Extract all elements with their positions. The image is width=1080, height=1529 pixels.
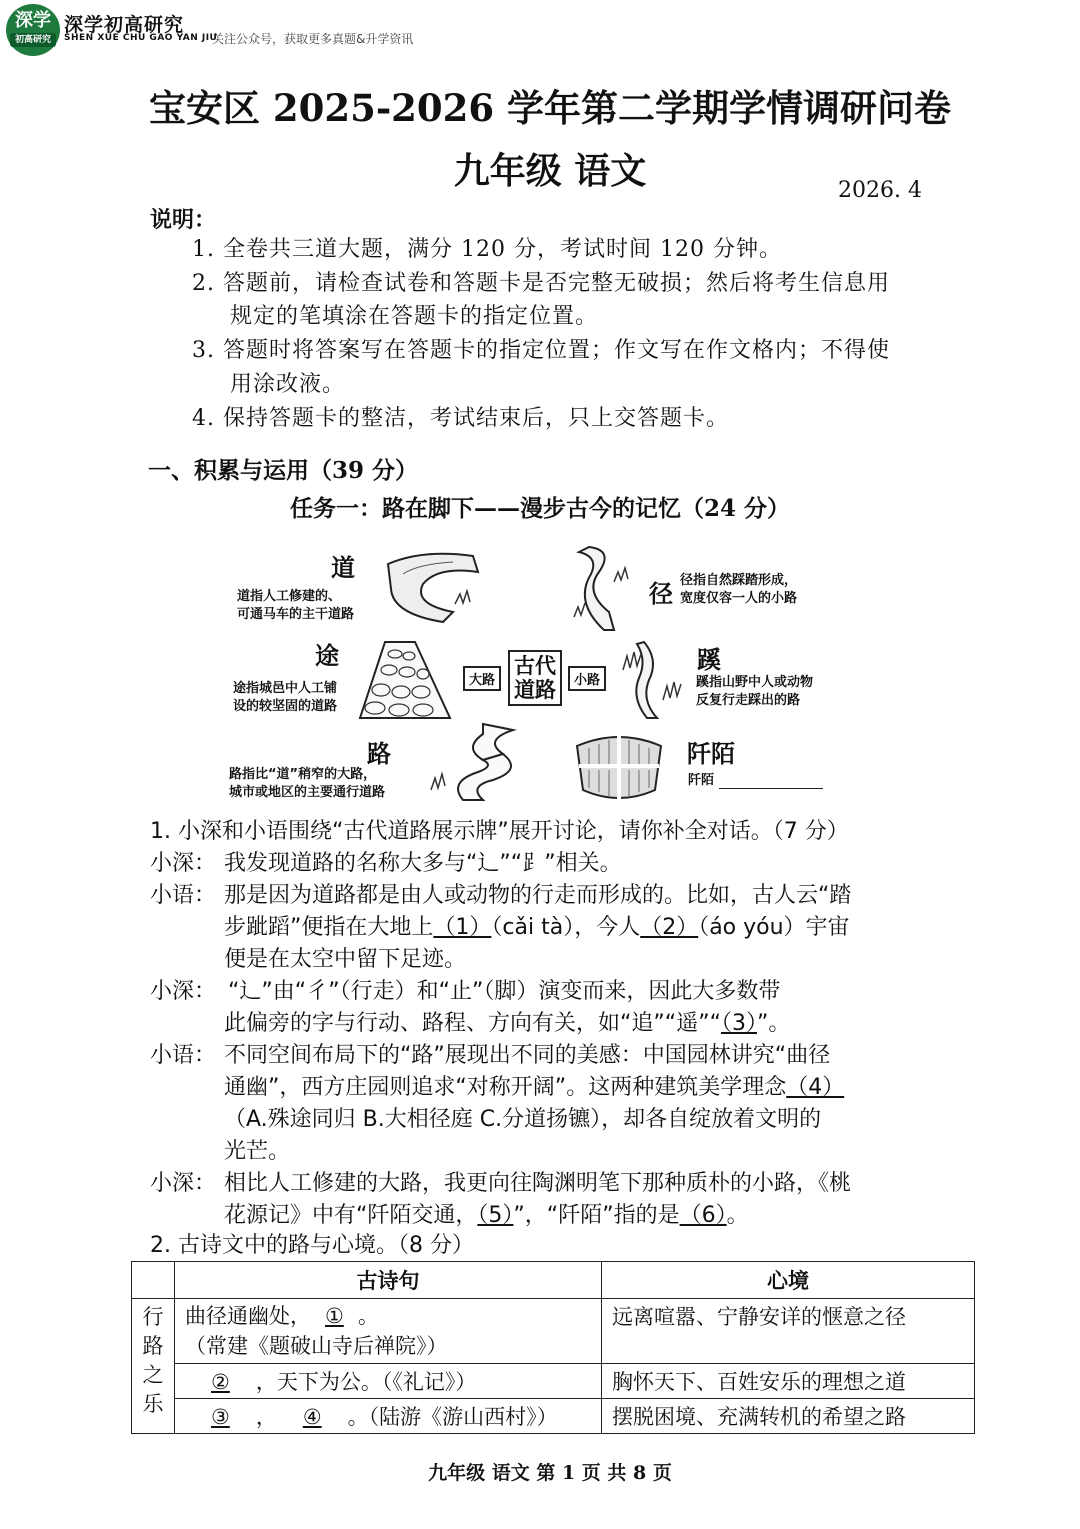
q1-speaker-5: 小深： (150, 1171, 217, 1196)
jing-desc-2: 宽度仅容一人的小路 (680, 591, 798, 606)
lu-desc-2: 城市或地区的主要通行道路 (229, 785, 386, 800)
q1-line-2b-mid: （cǎi tà），今人 (491, 915, 641, 940)
poem-line-1 (175, 1299, 602, 1364)
mood-2: 胸怀天下、百姓安乐的理想之道 (602, 1364, 975, 1399)
poem-2-text: ，天下为公。（《礼记》） (255, 1370, 477, 1394)
poem-line-3 (175, 1399, 602, 1434)
q1-line-5b (224, 1200, 749, 1231)
col-mood-header: 心境 (602, 1262, 975, 1299)
q1-line-4c: （A.殊途同归 B.大相径庭 C.分道扬镳），却各自绽放着文明的 (224, 1107, 822, 1132)
table-row (132, 1364, 975, 1399)
q1-line-4d: 光芒。 (224, 1139, 291, 1164)
q1-line-5b-end: 。 (726, 1203, 749, 1228)
logo-top-text: 深学 (15, 10, 51, 31)
logo-bottom-text: 初高研究 (10, 33, 56, 47)
instructions-heading: 说明： (150, 207, 217, 233)
q1-line-5b-mid: ”，“阡陌”指的是 (513, 1203, 680, 1228)
blank-4: （4） (786, 1075, 845, 1100)
page-title: 宝安区 2025-2026 学年第二学期学情调研问卷 (148, 86, 952, 130)
q1-speaker-2: 小语： (150, 883, 217, 908)
brand-name: 深学初高研究 (64, 14, 185, 36)
instruction-2: 2. 答题前，请检查试卷和答题卡是否完整无破损；然后将考生信息用 (192, 271, 890, 296)
row-group-char-2: 路 (142, 1334, 164, 1358)
q1-speaker-4: 小语： (150, 1043, 217, 1068)
blank-1: （1） (433, 915, 492, 940)
poem-line-2 (175, 1364, 602, 1399)
xi-desc-2: 反复行走踩出的路 (696, 693, 801, 708)
instruction-4: 4. 保持答题卡的整洁，考试结束后，只上交答题卡。 (192, 406, 729, 431)
blank-circle-4: ④ (302, 1405, 322, 1429)
big-road-label: 大路 (463, 666, 501, 691)
q1-speaker-1: 小深： (150, 851, 217, 876)
mood-1: 远离喧嚣、宁静安详的惬意之径 (602, 1299, 975, 1364)
task-heading: 任务一：路在脚下——漫步古今的记忆（24 分） (290, 495, 791, 522)
page-footer: 九年级 语文 第 1 页 共 8 页 (428, 1462, 672, 1484)
poem-3-text: 。（陆游《游山西村》） (347, 1405, 558, 1429)
blank-3: （3） (721, 1011, 757, 1036)
qianmo-field-icon (571, 726, 667, 804)
blank-circle-2: ② (211, 1370, 230, 1394)
jing-char: 径 (649, 579, 673, 608)
instruction-2-cont: 规定的笔填涂在答题卡的指定位置。 (230, 304, 599, 329)
lu-desc-1: 路指比“道”稍窄的大路， (229, 767, 377, 782)
poem-table (131, 1261, 975, 1434)
blank-2: （2） (640, 915, 699, 940)
poem-table-corner (132, 1262, 175, 1299)
q1-line-4a: 不同空间布局下的“路”展现出不同的美感：中国园林讲究“曲径 (224, 1043, 831, 1068)
q1-line-3a: “辶”由“彳”（行走）和“止”（脚）演变而来，因此大多数带 (228, 979, 781, 1004)
row-group-label (132, 1299, 175, 1434)
brand-tip: 关注公众号，获取更多真题&升学资讯 (212, 32, 414, 46)
dao-road-icon (383, 544, 483, 624)
center-box (508, 650, 562, 706)
dao-char: 道 (331, 553, 355, 582)
blank-circle-3: ③ (211, 1405, 230, 1429)
q1-line-3b-end: ”。 (757, 1011, 791, 1036)
poem-1-end: 。 (357, 1304, 379, 1328)
row-group-char-4: 乐 (142, 1392, 164, 1416)
q1-line-2b-text: 步跐蹈”便指在大地上 (224, 915, 434, 940)
exam-date: 2026. 4 (838, 178, 922, 203)
blank-circle-1: ① (325, 1304, 344, 1328)
qianmo-blank (719, 788, 823, 789)
table-row (132, 1399, 975, 1434)
dao-desc-2: 可通马车的主干道路 (237, 607, 355, 622)
instruction-3-cont: 用涂改液。 (230, 372, 346, 397)
poem-1-text: 曲径通幽处， (185, 1304, 311, 1328)
instruction-1: 1. 全卷共三道大题，满分 120 分，考试时间 120 分钟。 (192, 237, 782, 262)
instruction-3: 3. 答题时将答案写在答题卡的指定位置；作文写在作文格内；不得使 (192, 338, 890, 363)
q1-line-5b-text: 花源记》中有“阡陌交通， (224, 1203, 478, 1228)
tu-desc-1: 途指城邑中人工铺 (233, 681, 338, 696)
q1-line-3b (224, 1008, 790, 1039)
section-heading: 一、积累与运用（39 分） (148, 457, 419, 484)
q1-line-2b (224, 912, 850, 943)
q2-stem: 2. 古诗文中的路与心境。（8 分） (150, 1233, 474, 1258)
q1-line-2a: 那是因为道路都是由人或动物的行走而形成的。比如，古人云“踏 (224, 883, 852, 908)
tu-char: 途 (315, 641, 339, 670)
q1-line-3b-text: 此偏旁的字与行动、路程、方向有关，如“追”“遥”“ (224, 1011, 721, 1036)
center-line-1: 古代 (514, 653, 556, 678)
row-group-char-1: 行 (142, 1305, 164, 1329)
jing-desc-1: 径指自然踩踏形成， (680, 573, 798, 588)
tu-desc-2: 设的较坚固的道路 (233, 699, 338, 714)
poem-1-source: （常建《题破山寺后禅院》） (185, 1334, 448, 1358)
q1-stem: 1. 小深和小语围绕“古代道路展示牌”展开讨论，请你补全对话。（7 分） (150, 819, 849, 844)
xi-trail-icon (619, 640, 689, 720)
center-line-2: 道路 (514, 677, 556, 702)
q1-line-2c: 便是在太空中留下足迹。 (224, 947, 467, 972)
tu-paved-road-icon (355, 640, 455, 720)
dao-desc-1: 道指人工修建的、 (237, 589, 342, 604)
qianmo-char: 阡陌 (687, 739, 735, 768)
page-subtitle: 九年级 语文 (453, 150, 647, 192)
q1-line-4b-text: 通幽”，西方庄园则追求“对称开阔”。这两种建筑美学理念 (224, 1075, 787, 1100)
road-diagram (225, 540, 845, 810)
blank-6: （6） (679, 1203, 727, 1228)
table-row (132, 1299, 975, 1364)
jing-path-icon (569, 542, 639, 634)
xi-desc-1: 蹊指山野中人或动物 (696, 675, 814, 690)
mood-3: 摆脱困境、充满转机的希望之路 (602, 1399, 975, 1434)
q1-line-2b-end: （áo yóu）宇宙 (698, 915, 850, 940)
q1-speaker-3: 小深： (150, 979, 217, 1004)
xi-char: 蹊 (697, 645, 721, 674)
q1-line-1: 我发现道路的名称大多与“辶”“⻊”相关。 (224, 851, 622, 876)
brand-pinyin: SHEN XUE CHU GAO YAN JIU (64, 33, 218, 43)
poem-table-header (132, 1262, 975, 1299)
poem-3-sep: ， (255, 1405, 277, 1429)
q1-line-4b (224, 1072, 844, 1103)
col-poem-header: 古诗句 (175, 1262, 602, 1299)
blank-5: （5） (477, 1203, 514, 1228)
lu-char: 路 (367, 739, 391, 768)
brand-logo (6, 4, 60, 56)
lu-winding-road-icon (423, 720, 533, 804)
row-group-char-3: 之 (142, 1363, 164, 1387)
qianmo-desc: 阡陌 (688, 773, 715, 788)
q1-line-5a: 相比人工修建的大路，我更向往陶渊明笔下那种质朴的小路，《桃 (224, 1171, 852, 1196)
small-road-label: 小路 (568, 666, 606, 691)
